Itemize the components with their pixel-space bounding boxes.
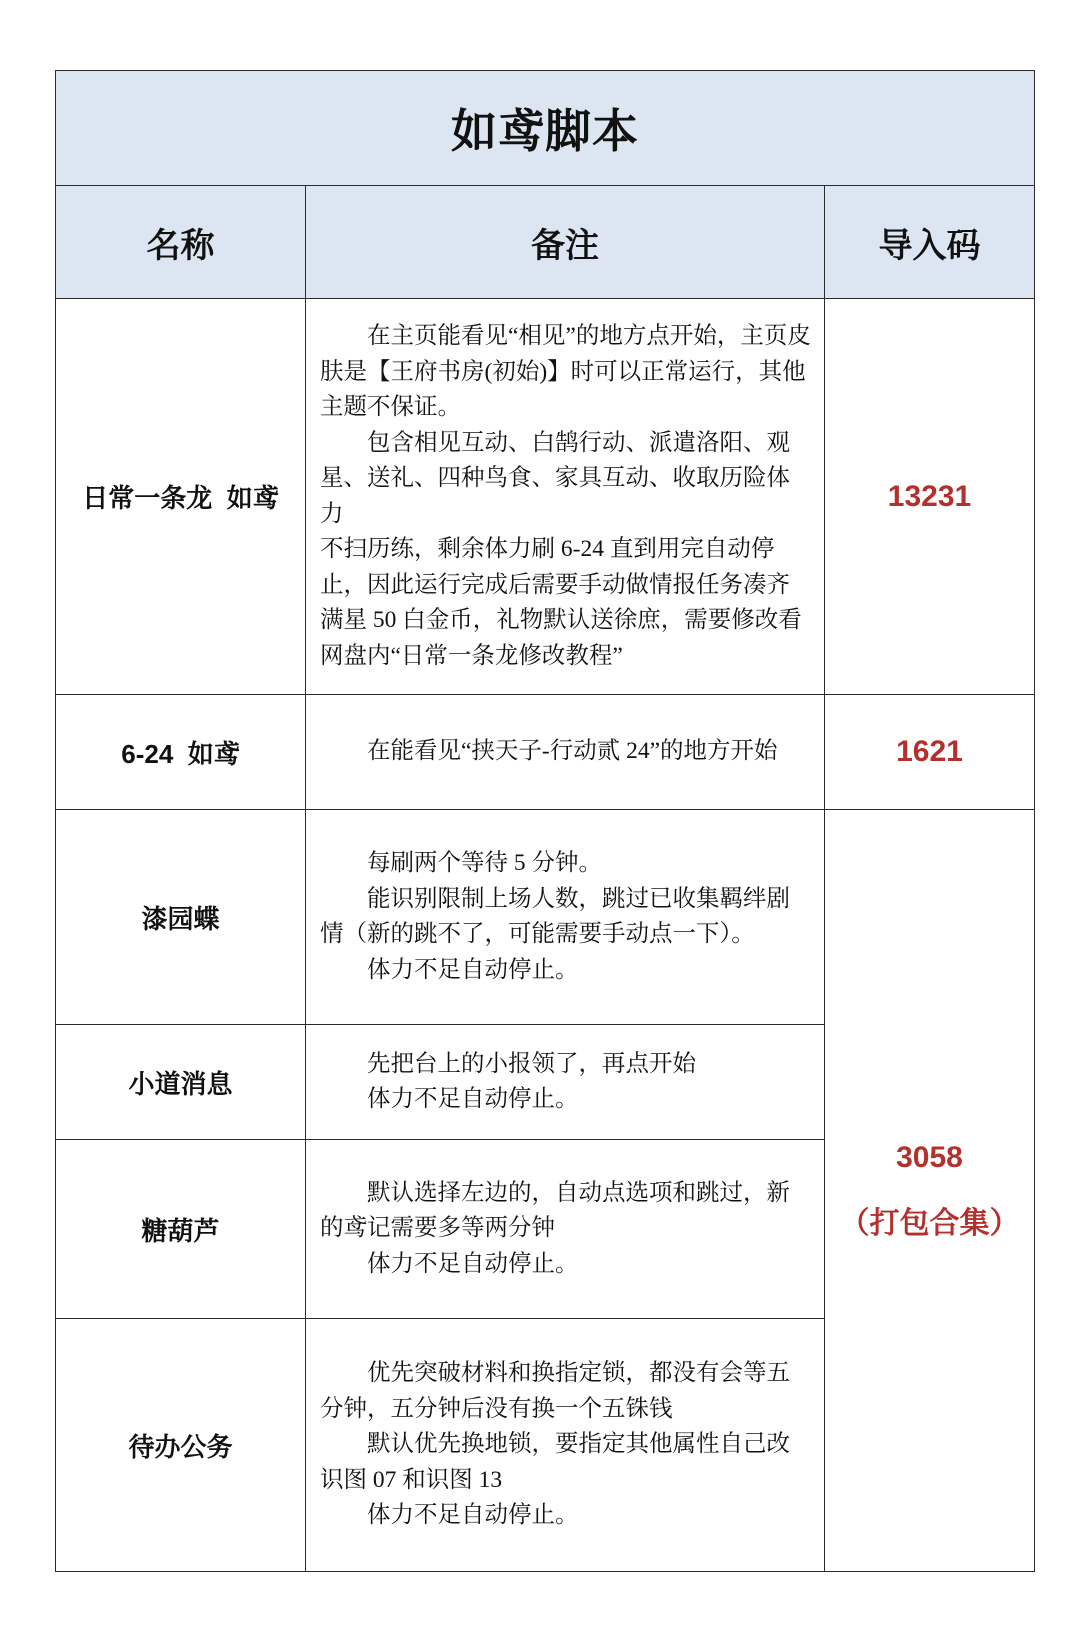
column-header-note: 备注 (306, 186, 825, 299)
import-code: 13231 (825, 299, 1035, 695)
script-table (55, 70, 1035, 1572)
note-paragraph: 体力不足自动停止。 (367, 1250, 579, 1277)
bundle-code: 3058 (896, 1140, 963, 1174)
script-name: 小道消息 (56, 1025, 306, 1140)
note-paragraph: 不扫历练，剩余体力刷 6-24 直到用完自动停止，因此运行完成后需要手动做情报任务凑齐满星 50 白金币，礼物默认送徐庶，需要修改看网盘内“日常一条龙修改教程” (320, 536, 802, 669)
note-paragraph: 优先突破材料和换指定锁，都没有会等五分钟，五分钟后没有换一个五铢钱 (320, 1360, 790, 1422)
table-row (56, 695, 1035, 810)
note-paragraph: 体力不足自动停止。 (367, 1502, 579, 1529)
column-header-name: 名称 (56, 186, 306, 299)
import-code: 1621 (825, 695, 1035, 810)
script-note (306, 1140, 825, 1319)
note-paragraph: 默认选择左边的，自动点选项和跳过，新的鸢记需要多等两分钟 (320, 1179, 790, 1242)
note-paragraph: 在主页能看见“相见”的地方点开始，主页皮肤是【王府书房(初始)】时可以正常运行，其他主题不保证。 (320, 323, 811, 420)
title-row (56, 71, 1035, 186)
note-paragraph: 每刷两个等待 5 分钟。 (367, 850, 602, 876)
script-name: 待办公务 (56, 1319, 306, 1572)
header-row (56, 186, 1035, 299)
bundle-import-code (825, 810, 1035, 1572)
column-header-code: 导入码 (825, 186, 1035, 299)
script-note (306, 1025, 825, 1140)
note-paragraph: 体力不足自动停止。 (367, 956, 579, 983)
script-name: 日常一条龙 如鸢 (56, 299, 306, 695)
note-paragraph: 在能看见“挟天子-行动贰 24”的地方开始 (367, 738, 778, 765)
page-title: 如鸢脚本 (56, 71, 1035, 186)
note-paragraph: 体力不足自动停止。 (367, 1086, 579, 1112)
script-note (306, 299, 825, 695)
script-name: 糖葫芦 (56, 1140, 306, 1319)
note-paragraph: 包含相见互动、白鹄行动、派遣洛阳、观星、送礼、四种鸟食、家具互动、收取历险体力 (320, 429, 790, 527)
note-paragraph: 先把台上的小报领了，再点开始 (367, 1050, 696, 1077)
table-row (56, 810, 1035, 1025)
script-note (306, 1319, 825, 1572)
table-row (56, 299, 1035, 695)
script-note (306, 695, 825, 810)
note-paragraph: 能识别限制上场人数，跳过已收集羁绊剧情（新的跳不了，可能需要手动点一下）。 (320, 885, 790, 947)
script-note (306, 810, 825, 1025)
script-name: 漆园蝶 (56, 810, 306, 1025)
script-name: 6-24 如鸢 (56, 695, 306, 810)
bundle-label: （打包合集） (839, 1206, 1020, 1240)
note-paragraph: 默认优先换地锁，要指定其他属性自己改识图 07 和识图 13 (320, 1431, 790, 1493)
